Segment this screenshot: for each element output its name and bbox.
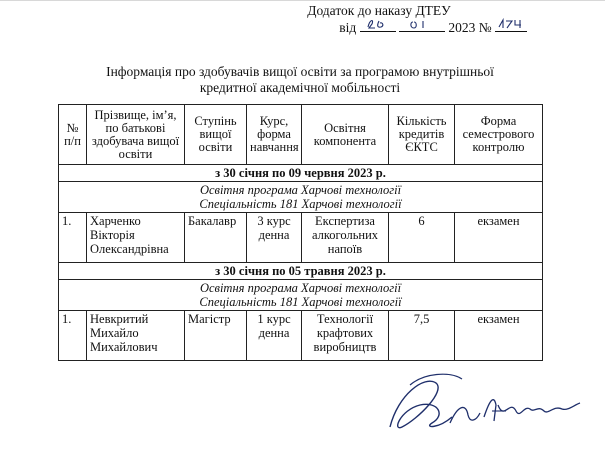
- cell-number: 1.: [59, 213, 87, 263]
- table-row: [59, 311, 543, 361]
- handwritten-month-mark: [399, 16, 445, 30]
- cell-control: екзамен: [455, 311, 543, 361]
- title-line-2: кредитної академічної мобільності: [199, 80, 401, 95]
- header-degree: Ступінь вищої освіти: [185, 105, 247, 165]
- annex-date-prefix: від: [339, 20, 357, 35]
- handwritten-day-mark: [360, 16, 396, 30]
- program-name: Освітня програма Харчові технології: [199, 281, 402, 295]
- handwritten-order-number-mark: [495, 16, 527, 30]
- cell-component: Експертиза алкогольних напоїв: [302, 213, 389, 263]
- cell-degree: Магістр: [185, 311, 247, 361]
- annex-year-and-number-label: 2023 №: [448, 20, 492, 35]
- specialty-name: Спеціальність 181 Харчові технології: [199, 295, 402, 309]
- cell-full-name: Харченко Вікторія Олександрівна: [87, 213, 185, 263]
- annex-title: Додаток до наказу ДТЕУ: [307, 3, 451, 18]
- handwritten-signature: [380, 365, 590, 445]
- program-label: [59, 280, 543, 311]
- title-line-1: Інформація про здобувачів вищої освіти за програмою внутрішньої: [106, 64, 494, 79]
- table-header-row: [59, 105, 543, 165]
- cell-degree: Бакалавр: [185, 213, 247, 263]
- document-title: [60, 64, 540, 96]
- cell-number: 1.: [59, 311, 87, 361]
- handwritten-day-field: [360, 19, 396, 32]
- cell-component: Технології крафтових виробництв: [302, 311, 389, 361]
- header-number: № п/п: [59, 105, 87, 165]
- specialty-name: Спеціальність 181 Харчові технології: [199, 197, 402, 211]
- program-name: Освітня програма Харчові технології: [199, 183, 402, 197]
- header-component: Освітня компонента: [302, 105, 389, 165]
- table-row: [59, 213, 543, 263]
- period-row: [59, 263, 543, 280]
- handwritten-month-field: [399, 19, 445, 32]
- header-credits: Кількість кредитів ЄКТС: [389, 105, 455, 165]
- period-row: [59, 165, 543, 182]
- period-label: з 30 січня по 05 травня 2023 р.: [59, 263, 543, 280]
- header-full-name: Прізвище, ім’я, по батькові здобувача вищої освіти: [87, 105, 185, 165]
- program-row: [59, 280, 543, 311]
- program-label: [59, 182, 543, 213]
- cell-control: екзамен: [455, 213, 543, 263]
- annex-date-line: [307, 19, 527, 36]
- cell-course: 3 курс денна: [247, 213, 302, 263]
- cell-credits: 7,5: [389, 311, 455, 361]
- cell-full-name: Невкритий Михайло Михайлович: [87, 311, 185, 361]
- annex-header: [307, 3, 527, 36]
- handwritten-order-number-field: [495, 19, 527, 32]
- program-row: [59, 182, 543, 213]
- header-control: Форма семестрового контролю: [455, 105, 543, 165]
- header-course: Курс, форма навчання: [247, 105, 302, 165]
- cell-course: 1 курс денна: [247, 311, 302, 361]
- cell-credits: 6: [389, 213, 455, 263]
- students-table: [58, 104, 543, 361]
- period-label: з 30 січня по 09 червня 2023 р.: [59, 165, 543, 182]
